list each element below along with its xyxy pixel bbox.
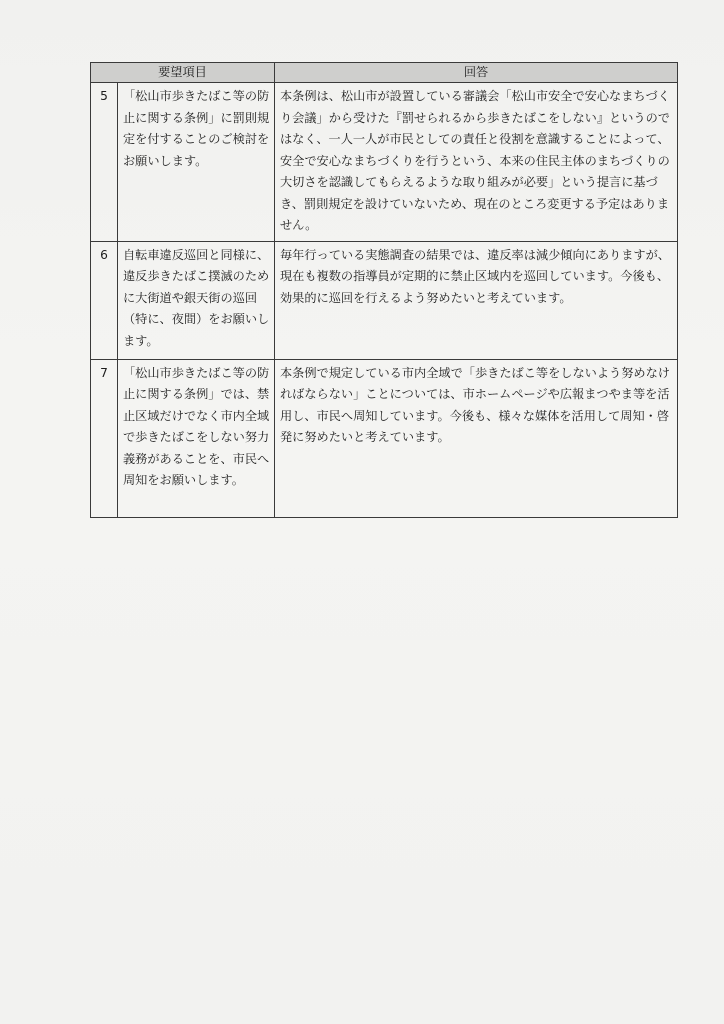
answer-text: 本条例は、松山市が設置している審議会「松山市安全で安心なまちづくり会議」から受けた『罰せられるから歩きたばこをしない』というのではなく、一人一人が市民としての責任と役割を意識することによって、安全で安心なまちづくりを行うという、本来の住民主体のまちづくりの大切さを認識してもらえるような取り組みが必要」という提言に基づき、罰則規定を設けていないため、現在のところ変更する予定はありません。 <box>275 83 678 242</box>
header-answer: 回答 <box>275 63 678 83</box>
table-row <box>91 359 678 517</box>
row-number: 7 <box>91 359 118 517</box>
table-header-row <box>91 63 678 83</box>
row-number: 5 <box>91 83 118 242</box>
answer-text: 本条例で規定している市内全域で「歩きたばこ等をしないよう努めなければならない」ことについては、市ホームページや広報まつやま等を活用し、市民へ周知しています。今後も、様々な媒体を活用して周知・啓発に努めたいと考えています。 <box>275 359 678 517</box>
request-item-text: 「松山市歩きたばこ等の防止に関する条例」に罰則規定を付することのご検討をお願いします。 <box>118 83 275 242</box>
header-request-item: 要望項目 <box>91 63 275 83</box>
row-number: 6 <box>91 241 118 359</box>
table-row <box>91 83 678 242</box>
answer-text: 毎年行っている実態調査の結果では、違反率は減少傾向にありますが、現在も複数の指導員が定期的に禁止区域内を巡回しています。今後も、効果的に巡回を行えるよう努めたいと考えています。 <box>275 241 678 359</box>
table-row <box>91 241 678 359</box>
request-item-text: 「松山市歩きたばこ等の防止に関する条例」では、禁止区域だけでなく市内全域で歩きたばこをしない努力義務があることを、市民へ周知をお願いします。 <box>118 359 275 517</box>
request-item-text: 自転車違反巡回と同様に、違反歩きたばこ撲滅のために大街道や銀天街の巡回（特に、夜間）をお願いします。 <box>118 241 275 359</box>
request-response-table <box>90 62 678 518</box>
